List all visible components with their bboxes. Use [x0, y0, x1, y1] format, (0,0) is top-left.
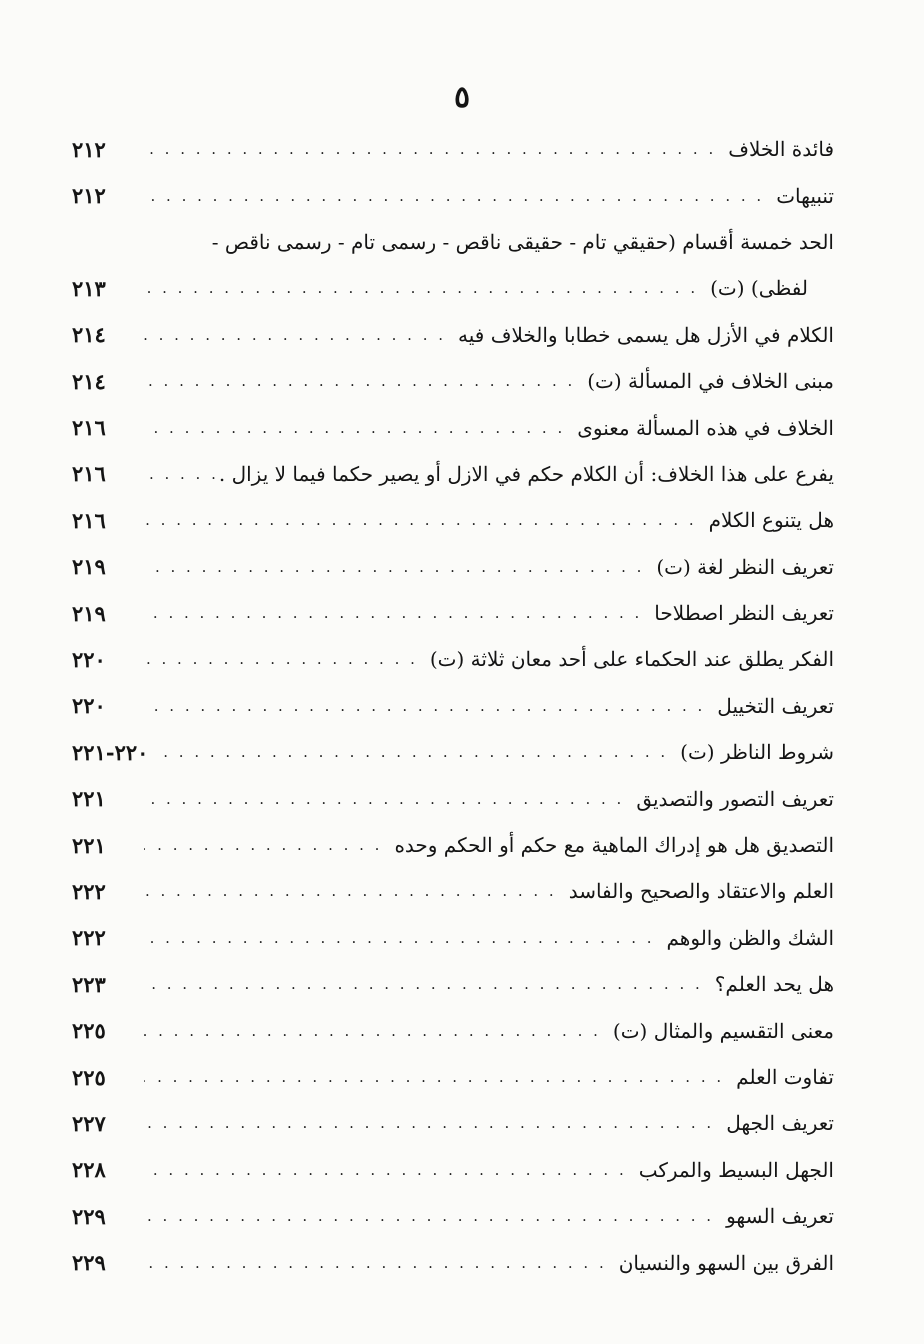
- toc-entry-title: الفكر يطلق عند الحكماء على أحد معان ثلاثة (ت): [429, 647, 834, 672]
- toc-entry-page: ٢١٤: [72, 322, 106, 348]
- toc-entry-page: ٢٢٨: [72, 1157, 106, 1183]
- dot-leader: [144, 371, 575, 391]
- toc-entry-page: ٢٢١: [72, 786, 106, 812]
- toc-entry: [72, 451, 834, 497]
- toc-entry: [72, 265, 834, 311]
- dot-leader: [152, 742, 668, 762]
- toc-entry: [72, 1007, 834, 1053]
- toc-entry-title: يفرع على هذا الخلاف: أن الكلام حكم في الازل أو يصير حكما فيما لا يزال .: [218, 461, 834, 486]
- toc-entry: [72, 822, 834, 868]
- dot-leader: [144, 278, 698, 298]
- toc-entry: [72, 358, 834, 404]
- toc-entry: [72, 683, 834, 729]
- toc-entry: [72, 126, 834, 172]
- toc-entry: [72, 1100, 834, 1146]
- toc-entry: [72, 590, 834, 636]
- toc-entry-title: الخلاف في هذه المسألة معنوى: [577, 415, 834, 440]
- toc-entry-page: ٢٢١: [72, 832, 106, 858]
- toc-entry-title: الجهل البسيط والمركب: [638, 1157, 834, 1182]
- dot-leader: [144, 928, 655, 948]
- toc-entry-title: العلم والاعتقاد والصحيح والفاسد: [568, 879, 834, 904]
- toc-entry-page: ٢١٩: [72, 600, 106, 626]
- toc-entry: [72, 915, 834, 961]
- toc-entry-page: ٢٢٢: [72, 925, 106, 951]
- toc-entry: [72, 1147, 834, 1193]
- dot-leader: [144, 789, 624, 809]
- dot-leader: [144, 418, 565, 438]
- toc-entry-title: تعريف النظر لغة (ت): [656, 554, 834, 579]
- dot-leader: [144, 1253, 607, 1273]
- toc-entry-title: هل يتنوع الكلام: [708, 508, 834, 533]
- toc-entry: [72, 497, 834, 543]
- dot-leader: [144, 1160, 627, 1180]
- toc-entry-title: تعريف السهو: [726, 1204, 834, 1229]
- toc-entry-title: التصديق هل هو إدراك الماهية مع حكم أو الحكم وحده: [394, 833, 834, 858]
- toc-entry-page: ٢١٦: [72, 507, 106, 533]
- dot-leader: [144, 835, 382, 855]
- toc-entry-title: فائدة الخلاف: [728, 137, 834, 162]
- toc-entry: [72, 219, 834, 265]
- toc-entry-title: مبنى الخلاف في المسألة (ت): [587, 369, 834, 394]
- toc-entry: [72, 404, 834, 450]
- toc-entry: [72, 636, 834, 682]
- dot-leader: [144, 510, 697, 530]
- toc-entry-page: ٢١٦: [72, 461, 106, 487]
- dot-leader: [144, 1206, 714, 1226]
- dot-leader: [144, 186, 764, 206]
- dot-leader: [144, 649, 418, 669]
- toc-entry-title: شروط الناظر (ت): [680, 740, 834, 765]
- toc-entry: [72, 544, 834, 590]
- toc-entry-title: لفظى) (ت): [710, 276, 808, 301]
- toc-entry-title: الشك والظن والوهم: [666, 925, 834, 950]
- dot-leader: [144, 1067, 724, 1087]
- toc-entry: [72, 868, 834, 914]
- toc-entry-page: ٢١٩: [72, 554, 106, 580]
- dot-leader: [144, 881, 557, 901]
- toc-entry-page: ٢١٤: [72, 368, 106, 394]
- toc-entry-title: تعريف التخييل: [717, 693, 834, 718]
- toc-entry: [72, 172, 834, 218]
- toc-entry-title: تفاوت العلم: [736, 1065, 834, 1089]
- toc-entry-page: ٢٢٣: [72, 971, 106, 997]
- page-number: ٥: [453, 80, 471, 115]
- toc-entry-title: تنبيهات: [776, 183, 834, 208]
- toc-entry: [72, 1239, 834, 1285]
- toc-entry: [72, 961, 834, 1007]
- toc-entry: [72, 1054, 834, 1100]
- toc-entry-page: ٢١٣: [72, 275, 106, 301]
- toc-entry: [72, 312, 834, 358]
- toc-entry-title: الكلام في الأزل هل يسمى خطابا والخلاف فيه: [458, 322, 834, 347]
- toc-entry-title: تعريف الجهل: [726, 1111, 834, 1136]
- toc-entry: [72, 775, 834, 821]
- toc-entry-title: هل يحد العلم؟: [714, 972, 834, 997]
- toc-entry: [72, 729, 834, 775]
- toc-entry-page: ٢٢٢: [72, 878, 106, 904]
- toc-entry-title: الحد خمسة أقسام (حقيقي تام - حقيقى ناقص - رسمى تام - رسمى ناقص -: [211, 229, 834, 254]
- dot-leader: [144, 139, 716, 159]
- toc-entry-page: ٢٢٧: [72, 1110, 106, 1136]
- toc-entry-page: ٢٢٥: [72, 1064, 106, 1090]
- toc-entry-page: ٢٢٠: [72, 646, 106, 672]
- toc-entry-page: ٢٢٩: [72, 1250, 106, 1276]
- dot-leader: [144, 696, 705, 716]
- toc-entry-page: ٢١٢: [72, 136, 106, 162]
- table-of-contents: [72, 126, 834, 1286]
- toc-entry-page: ٢٢٠: [72, 693, 106, 719]
- dot-leader: [144, 464, 219, 484]
- dot-leader: [144, 325, 446, 345]
- dot-leader: [144, 557, 644, 577]
- dot-leader: [144, 974, 703, 994]
- toc-entry-page: ٢١٢: [72, 183, 106, 209]
- toc-entry-title: تعريف النظر اصطلاحا: [654, 601, 834, 626]
- dot-leader: [144, 1021, 601, 1041]
- toc-entry-title: تعريف التصور والتصديق: [636, 786, 834, 811]
- toc-entry-page: ٢٢٠-٢٢١: [72, 739, 149, 765]
- toc-entry: [72, 1193, 834, 1239]
- dot-leader: [144, 1113, 714, 1133]
- toc-entry-page: ٢١٦: [72, 415, 106, 441]
- toc-entry-page: ٢٢٥: [72, 1018, 106, 1044]
- toc-entry-title: معنى التقسيم والمثال (ت): [612, 1018, 834, 1043]
- toc-entry-page: ٢٢٩: [72, 1203, 106, 1229]
- dot-leader: [144, 603, 642, 623]
- toc-entry-title: الفرق بين السهو والنسيان: [618, 1250, 834, 1275]
